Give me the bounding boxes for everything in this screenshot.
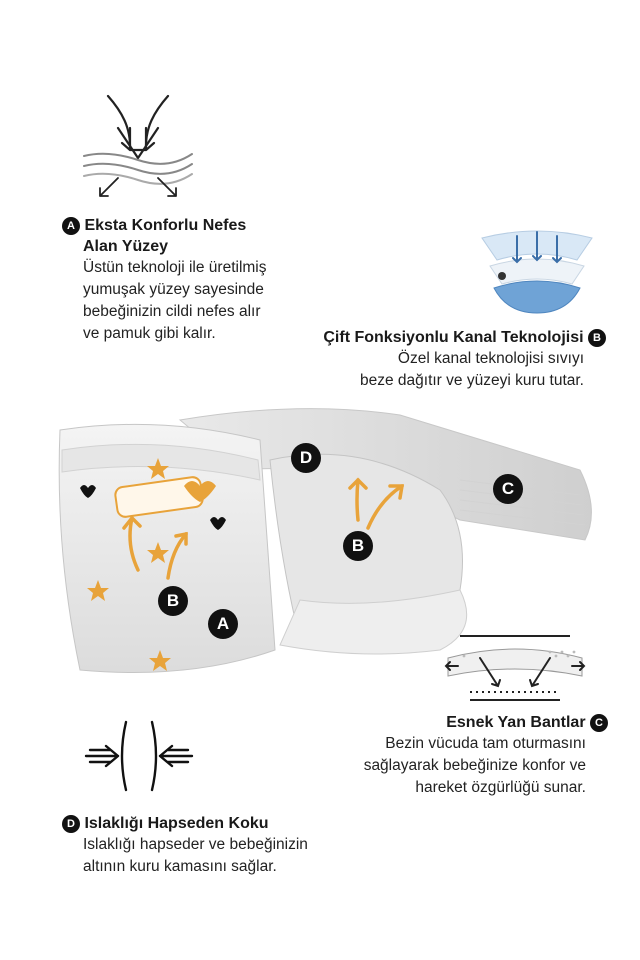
feature-d [62, 813, 382, 878]
badge-d: D [62, 815, 80, 833]
marker-d: D [291, 443, 321, 473]
feature-d-line: Islaklığı hapseder ve bebeğinizin [83, 836, 308, 853]
badge-c: C [590, 714, 608, 732]
feature-d-title: D Islaklığı Hapseden Koku [62, 813, 382, 834]
feature-a-line: bebeğinizin cildi nefes alır [83, 303, 261, 320]
feature-a-line: yumuşak yüzey sayesinde [83, 281, 264, 298]
marker-b: B [343, 531, 373, 561]
feature-b-title: Çift Fonksiyonlu Kanal Teknolojisi B [250, 327, 606, 348]
air-flow-arrows-icon [78, 88, 198, 208]
feature-a-line: Üstün teknoloji ile üretilmiş [83, 259, 267, 276]
feature-c-title: Esnek Yan Bantlar C [300, 712, 608, 733]
marker-a: A [208, 609, 238, 639]
layered-channel-icon [472, 218, 602, 318]
feature-a-title-line2: Alan Yüzey [83, 238, 169, 255]
inward-arrows-icon [84, 716, 194, 796]
marker-c: C [493, 474, 523, 504]
feature-b-line: beze dağıtır ve yüzeyi kuru tutar. [359, 372, 584, 389]
feature-c-line: hareket özgürlüğü sunar. [415, 779, 586, 796]
feature-c [300, 712, 608, 799]
feature-a [62, 215, 342, 345]
feature-b [250, 327, 606, 392]
feature-c-line: sağlayarak bebeğinize konfor ve [363, 757, 586, 774]
badge-a: A [62, 217, 80, 235]
feature-c-line: Bezin vücuda tam oturmasını [385, 735, 586, 752]
feature-a-line: ve pamuk gibi kalır. [83, 325, 216, 342]
feature-d-line: altının kuru kamasını sağlar. [83, 858, 277, 875]
feature-b-line: Özel kanal teknolojisi sıvıyı [397, 350, 584, 367]
badge-b: B [588, 329, 606, 347]
marker-b: B [158, 586, 188, 616]
feature-a-title: A Eksta Konforlu Nefes [62, 215, 342, 236]
stretch-band-icon [440, 630, 590, 710]
